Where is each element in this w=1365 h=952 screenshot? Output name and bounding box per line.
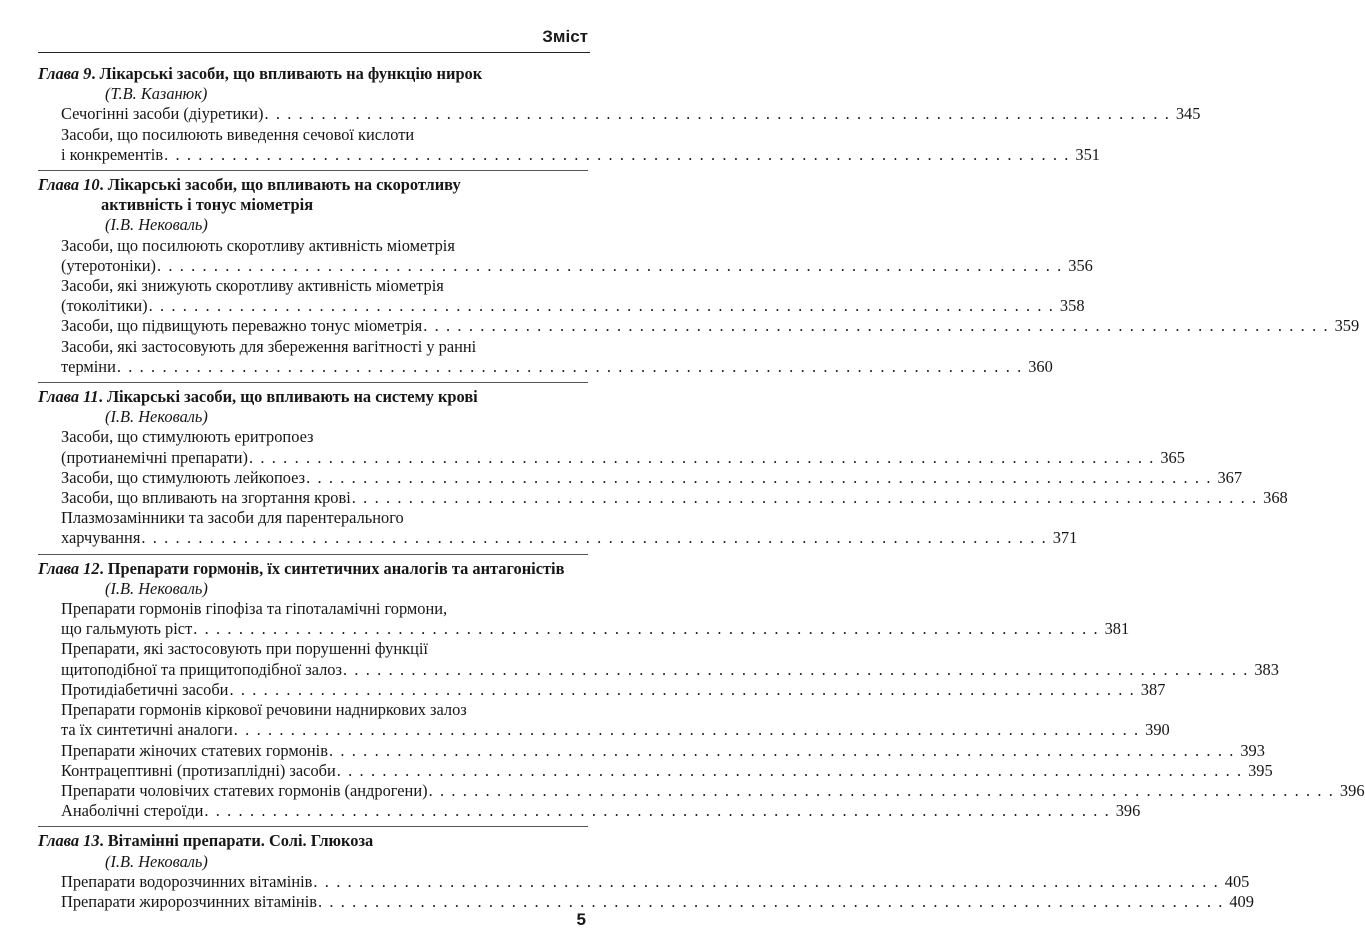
dot-leader: . . . . . . . . . . . . . . . . . . . . . . . . . . . . . . . . . . . . . . . . . . . . . . . . . . . . . . . . . . . . . . . . . . . . . . . . . . . . . . . .: [193, 619, 1100, 639]
chapter-number: Глава 9: [38, 64, 92, 83]
toc-entry-text: Контрацептивні (протизаплідні) засоби: [61, 760, 336, 780]
dot-leader: . . . . . . . . . . . . . . . . . . . . . . . . . . . . . . . . . . . . . . . . . . . . . . . . . . . . . . . . . . . . . . . . . . . . . . . . . . . . . . . .: [116, 356, 1023, 376]
chapter-number: Глава 13: [38, 831, 100, 851]
toc-entry[interactable]: [38, 336, 1053, 377]
toc-entry-text: Препарати жіночих статевих гормонів: [61, 740, 328, 760]
toc-page-number: 368: [1263, 488, 1288, 508]
toc-entry[interactable]: [38, 488, 1288, 508]
dot-leader: . . . . . . . . . . . . . . . . . . . . . . . . . . . . . . . . . . . . . . . . . . . . . . . . . . . . . . . . . . . . . . . . . . . . . . . . . . . . . . . .: [233, 720, 1140, 740]
dot-leader: . . . . . . . . . . . . . . . . . . . . . . . . . . . . . . . . . . . . . . . . . . . . . . . . . . . . . . . . . . . . . . . . . . . . . . . . . . . . . . . .: [351, 488, 1258, 508]
chapter-block: [38, 826, 1254, 912]
toc-entry-text: Засоби, що підвищують переважно тонус міометрія: [61, 316, 423, 336]
toc-page-number: 396: [1115, 801, 1141, 821]
chapter-heading: Глава 13. Вітамінні препарати. Солі. Глюкоза: [38, 831, 374, 851]
toc-entry[interactable]: [38, 427, 1185, 467]
toc-entry-text: терміни: [61, 356, 116, 376]
toc-entry-text: Препарати водорозчинних вітамінів: [61, 871, 313, 891]
chapter-heading: Глава 10. Лікарські засоби, що впливають на скоротливу: [38, 175, 461, 195]
dot-leader: . . . . . . . . . . . . . . . . . . . . . . . . . . . . . . . . . . . . . . . . . . . . . . . . . . . . . . . . . . . . . . . . . . . . . . . . . . . . . . . .: [248, 447, 1155, 467]
toc-entry-text: (утеротоніки): [61, 255, 156, 275]
toc-entry-text: (токолітики): [61, 296, 148, 316]
chapter-title: Лікарські засоби, що впливають на систему крові: [106, 387, 478, 407]
toc-entry[interactable]: [38, 508, 1078, 548]
toc-entry-text: що гальмують ріст: [61, 619, 193, 639]
toc-entry-text: Препарати гормонів кіркової речовини надниркових залоз: [61, 700, 467, 720]
toc-page-number: 360: [1028, 356, 1053, 376]
chapter-author: (І.В. Нековаль): [105, 578, 208, 598]
toc-page-number: 405: [1224, 871, 1250, 891]
dot-leader: . . . . . . . . . . . . . . . . . . . . . . . . . . . . . . . . . . . . . . . . . . . . . . . . . . . . . . . . . . . . . . . . . . . . . . . . . . . . . . . .: [148, 296, 1055, 316]
dot-leader: . . . . . . . . . . . . . . . . . . . . . . . . . . . . . . . . . . . . . . . . . . . . . . . . . . . . . . . . . . . . . . . . . . . . . . . . . . . . . . . .: [328, 740, 1235, 760]
toc-page-number: 359: [1334, 316, 1360, 336]
toc-page-number: 396: [1339, 780, 1365, 800]
dot-leader: . . . . . . . . . . . . . . . . . . . . . . . . . . . . . . . . . . . . . . . . . . . . . . . . . . . . . . . . . . . . . . . . . . . . . . . . . . . . . . . .: [204, 801, 1111, 821]
toc-entry[interactable]: [38, 104, 1201, 124]
toc-entry-text: Засоби, які знижують скоротливу активність міометрія: [61, 276, 444, 296]
toc-entry-text: Засоби, які застосовують для збереження вагітності у ранні: [61, 336, 477, 356]
chapter-number: Глава 10: [38, 175, 100, 195]
toc-page-number: 358: [1059, 296, 1085, 316]
toc-page-number: 365: [1160, 447, 1185, 467]
toc-page-number: 381: [1104, 619, 1130, 639]
toc-entry-text: Препарати жиророзчинних вітамінів: [61, 891, 317, 911]
chapter-heading: Глава 12. Препарати гормонів, їх синтетичних аналогів та антагоністів: [38, 558, 565, 578]
toc-entry[interactable]: [38, 679, 1166, 700]
toc-entry-text: і конкрементів: [61, 144, 164, 164]
dot-leader: . . . . . . . . . . . . . . . . . . . . . . . . . . . . . . . . . . . . . . . . . . . . . . . . . . . . . . . . . . . . . . . . . . . . . . . . . . . . . . . .: [141, 528, 1048, 548]
chapter-author: (І.В. Нековаль): [105, 215, 208, 235]
chapter-block: [38, 554, 1365, 822]
dot-leader: . . . . . . . . . . . . . . . . . . . . . . . . . . . . . . . . . . . . . . . . . . . . . . . . . . . . . . . . . . . . . . . . . . . . . . . . . . . . . . . .: [318, 891, 1224, 911]
toc-page-number: 393: [1240, 740, 1265, 760]
toc-entry-text: Препарати чоловічих статевих гормонів (андрогени): [61, 780, 428, 800]
toc-page-number: 395: [1248, 760, 1273, 780]
toc-entry-text: та їх синтетичні аналоги: [61, 720, 233, 740]
chapter-title: Лікарські засоби, що впливають на скоротливу: [107, 175, 461, 195]
chapter-title: Лікарські засоби, що впливають на функцію нирок: [99, 64, 483, 83]
toc-entry[interactable]: [38, 235, 1093, 276]
toc-entry[interactable]: [38, 467, 1243, 488]
chapter-heading: Глава 11. Лікарські засоби, що впливають на систему крові: [38, 387, 478, 407]
chapter-author: (І.В. Нековаль): [105, 851, 208, 871]
chapter-block: [38, 170, 1360, 377]
chapter-author: (Т.В. Казанюк): [105, 84, 208, 104]
toc-entry[interactable]: [38, 780, 1365, 801]
chapter-number: Глава 12: [38, 558, 100, 578]
dot-leader: . . . . . . . . . . . . . . . . . . . . . . . . . . . . . . . . . . . . . . . . . . . . . . . . . . . . . . . . . . . . . . . . . . . . . . . . . . . . . . . .: [156, 255, 1063, 275]
toc-page-number: 356: [1068, 255, 1093, 275]
toc-page-number: 383: [1254, 659, 1279, 679]
toc-entry-text: Засоби, що стимулюють лейкопоез: [61, 467, 306, 487]
chapter-title-continuation: активність і тонус міометрія: [101, 195, 314, 215]
dot-leader: . . . . . . . . . . . . . . . . . . . . . . . . . . . . . . . . . . . . . . . . . . . . . . . . . . . . . . . . . . . . . . . . . . . . . . . . . . . . . . . .: [264, 104, 1171, 124]
toc-entry[interactable]: [38, 599, 1130, 639]
toc-entry-text: Сечогінні засоби (діуретики): [61, 104, 264, 124]
chapter-title: Препарати гормонів, їх синтетичних аналогів та антагоністів: [107, 558, 565, 578]
toc-entry-text: Засоби, що стимулюють еритропоез: [61, 427, 314, 447]
toc-entry-text: Засоби, що впливають на згортання крові: [61, 488, 351, 508]
toc-entry[interactable]: [38, 276, 1085, 316]
toc-entry-text: Засоби, що посилюють виведення сечової кислоти: [61, 124, 415, 144]
toc-entry[interactable]: [38, 124, 1100, 165]
header-title: Зміст: [542, 27, 588, 46]
running-header: [38, 24, 590, 53]
chapter-block: [38, 64, 1201, 165]
table-of-contents: [38, 64, 1365, 914]
chapter-heading: Глава 9. Лікарські засоби, що впливають на функцію нирок: [38, 64, 483, 83]
toc-entry-text: щитоподібної та прищитоподібної залоз: [61, 659, 342, 679]
toc-entry-text: Анаболічні стероїди: [61, 801, 204, 821]
dot-leader: . . . . . . . . . . . . . . . . . . . . . . . . . . . . . . . . . . . . . . . . . . . . . . . . . . . . . . . . . . . . . . . . . . . . . . . . . . . . . . . .: [423, 316, 1330, 336]
toc-entry-text: Протидіабетичні засоби: [61, 679, 229, 699]
dot-leader: . . . . . . . . . . . . . . . . . . . . . . . . . . . . . . . . . . . . . . . . . . . . . . . . . . . . . . . . . . . . . . . . . . . . . . . . . . . . . . . .: [164, 144, 1070, 164]
dot-leader: . . . . . . . . . . . . . . . . . . . . . . . . . . . . . . . . . . . . . . . . . . . . . . . . . . . . . . . . . . . . . . . . . . . . . . . . . . . . . . . .: [229, 679, 1136, 699]
toc-entry-text: Препарати гормонів гіпофіза та гіпоталамічні гормони,: [61, 599, 448, 619]
toc-entry-text: харчування: [61, 528, 141, 548]
toc-entry-text: Засоби, що посилюють скоротливу активність міометрія: [61, 235, 455, 255]
toc-entry-text: Плазмозамінники та засоби для парентерального: [61, 508, 404, 528]
toc-entry[interactable]: [38, 316, 1360, 336]
chapter-number: Глава 11: [38, 387, 99, 407]
toc-entry[interactable]: [38, 891, 1254, 912]
dot-leader: . . . . . . . . . . . . . . . . . . . . . . . . . . . . . . . . . . . . . . . . . . . . . . . . . . . . . . . . . . . . . . . . . . . . . . . . . . . . . . . .: [342, 659, 1249, 679]
toc-page-number: 390: [1145, 720, 1170, 740]
dot-leader: . . . . . . . . . . . . . . . . . . . . . . . . . . . . . . . . . . . . . . . . . . . . . . . . . . . . . . . . . . . . . . . . . . . . . . . . . . . . . . . .: [313, 871, 1220, 891]
toc-page-number: 371: [1052, 528, 1078, 548]
toc-page-number: 409: [1229, 891, 1254, 911]
toc-entry-text: (протианемічні препарати): [61, 447, 248, 467]
page-number: 5: [576, 910, 586, 929]
toc-entry[interactable]: [38, 801, 1141, 821]
toc-page-number: 387: [1140, 679, 1166, 699]
toc-entry[interactable]: [38, 639, 1279, 679]
toc-entry[interactable]: [38, 700, 1170, 740]
dot-leader: . . . . . . . . . . . . . . . . . . . . . . . . . . . . . . . . . . . . . . . . . . . . . . . . . . . . . . . . . . . . . . . . . . . . . . . . . . . . . . . .: [336, 760, 1243, 780]
toc-page-number: 351: [1075, 144, 1100, 164]
toc-page-number: 345: [1175, 104, 1201, 124]
toc-entry[interactable]: [38, 871, 1250, 892]
toc-entry-text: Препарати, які застосовують при порушенні функції: [61, 639, 428, 659]
chapter-title: Вітамінні препарати. Солі. Глюкоза: [107, 831, 374, 851]
dot-leader: . . . . . . . . . . . . . . . . . . . . . . . . . . . . . . . . . . . . . . . . . . . . . . . . . . . . . . . . . . . . . . . . . . . . . . . . . . . . . . . .: [428, 780, 1335, 800]
dot-leader: . . . . . . . . . . . . . . . . . . . . . . . . . . . . . . . . . . . . . . . . . . . . . . . . . . . . . . . . . . . . . . . . . . . . . . . . . . . . . . . .: [306, 467, 1213, 487]
chapter-block: [38, 382, 1288, 549]
toc-page-number: 367: [1217, 467, 1243, 487]
chapter-author: (І.В. Нековаль): [105, 407, 208, 427]
toc-entry[interactable]: [38, 740, 1265, 761]
toc-entry[interactable]: [38, 760, 1273, 781]
